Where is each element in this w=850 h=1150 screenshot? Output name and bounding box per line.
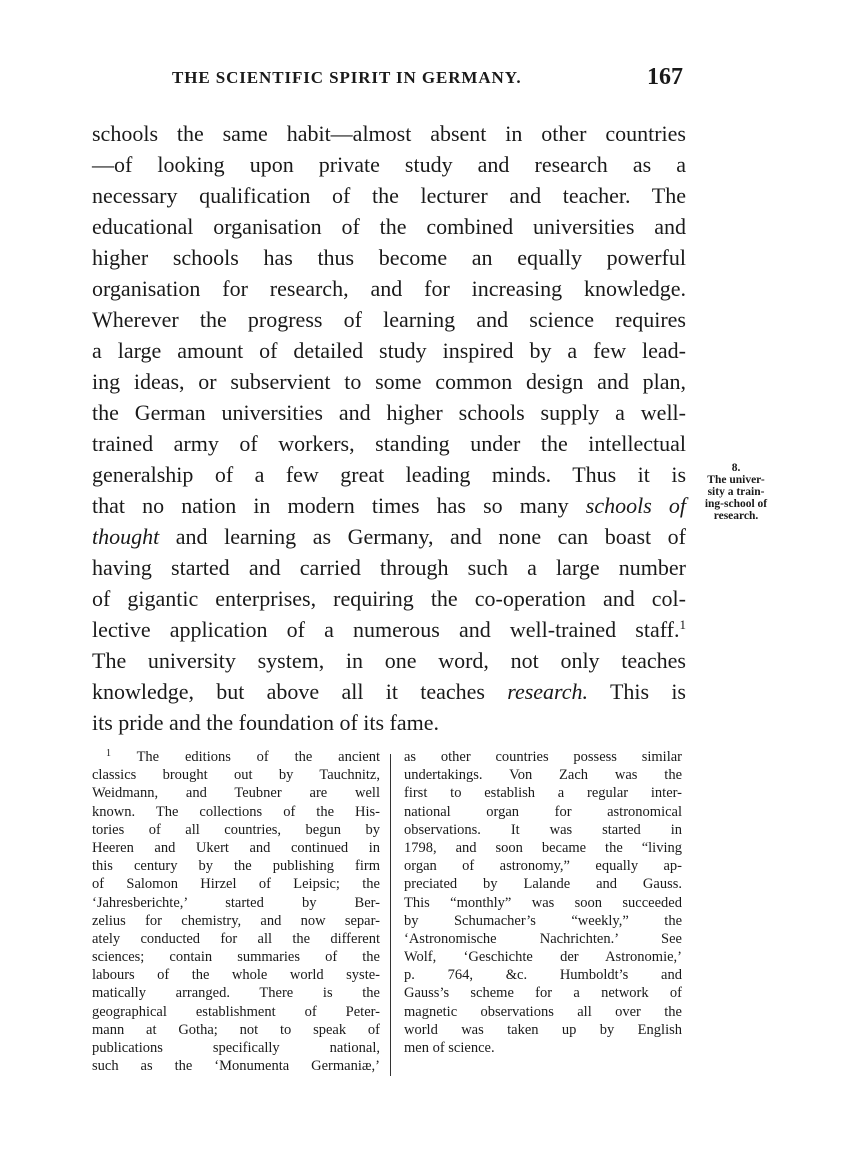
margin-note-line: sity a train- [707, 486, 765, 498]
page-number: 167 [647, 64, 683, 90]
margin-note-line: ing-school of [704, 498, 768, 510]
text-segment: that no nation in modern times has so many [92, 493, 569, 518]
text-line: The university system, in one word, not only teaches [92, 648, 686, 673]
footnote-line: magnetic observations all over the [404, 1003, 682, 1020]
footnote-line: 1798, and soon became the “living [404, 839, 682, 856]
text-line: —of looking upon private study and research as a [92, 152, 686, 177]
footnote-line: Weidmann, and Teubner are well [92, 785, 380, 802]
text-line: Wherever the progress of learning and science requires [92, 307, 686, 332]
footnote-line: mann at Gotha; not to speak of [92, 1021, 380, 1038]
footnote-line: This “monthly” was soon succeeded [404, 894, 682, 911]
footnote-marker: 1 [106, 748, 111, 759]
footnote-line: zelius for chemistry, and now separ- [92, 912, 380, 929]
footnote-line: organ of astronomy,” equally ap- [404, 858, 682, 875]
footnote-line: geographical establishment of Peter- [92, 1003, 380, 1020]
footnote-line: classics brought out by Tauchnitz, [92, 767, 380, 784]
footnote-line: known. The collections of the His- [92, 803, 380, 820]
italic-phrase: research. [507, 679, 589, 704]
text-segment: knowledge, but above all it teaches [92, 679, 485, 704]
text-line: ing ideas, or subservient to some common design and plan, [92, 369, 686, 394]
text-line [92, 521, 686, 552]
footnote-line: of Salomon Hirzel of Leipsic; the [92, 876, 380, 893]
text-line [92, 490, 686, 521]
footnote-line: tories of all countries, begun by [92, 821, 380, 838]
footnote-line: Gauss’s scheme for a network of [404, 985, 682, 1002]
main-text [92, 118, 686, 738]
text-line: a large amount of detailed study inspired by a few lead- [92, 338, 686, 363]
text-line: organisation for research, and for increasing knowledge. [92, 276, 686, 301]
text-line [92, 614, 686, 645]
footnote-left-column [92, 748, 380, 1075]
footnote-line: men of science. [404, 1040, 495, 1056]
footnote-line: publications specifically national, [92, 1040, 380, 1056]
running-title: THE SCIENTIFIC SPIRIT IN GERMANY. [172, 68, 522, 87]
footnote-line: ately conducted for all the different [92, 930, 380, 947]
footnote-line: p. 764, &c. Humboldt’s and [404, 967, 682, 984]
text-line: trained army of workers, standing under the intellectual [92, 431, 686, 456]
footnote-line: world was taken up by English [404, 1021, 682, 1038]
footnote-line: national organ for astronomical [404, 803, 682, 820]
text-segment: The editions of the ancient [136, 749, 380, 765]
footnote-line: preciated by Lalande and Gauss. [404, 876, 682, 893]
footnote-line: labours of the whole world syste- [92, 967, 380, 984]
footnote-line: matically arranged. There is the [92, 985, 380, 1002]
margin-note-line: research. [713, 510, 759, 522]
footnote-line: Wolf, ‘Geschichte der Astronomie,’ [404, 949, 682, 966]
column-divider [390, 754, 391, 1076]
text-line: schools the same habit—almost absent in other countries [92, 121, 686, 146]
footnote-line: ‘Jahresberichte,’ started by Ber- [92, 894, 380, 911]
margin-note-number: 8. [731, 462, 741, 474]
margin-note [690, 462, 782, 522]
text-line: its pride and the foundation of its fame. [92, 710, 440, 735]
text-line: educational organisation of the combined universities and [92, 214, 686, 239]
text-line [92, 676, 686, 707]
footnote-line: observations. It was started in [404, 821, 682, 838]
footnote-line: such as the ‘Monumenta Germaniæ,’ [92, 1058, 380, 1075]
footnote-right-column [404, 748, 682, 1057]
text-segment: and learning as Germany, and none can boast of [175, 524, 687, 549]
text-line: higher schools has thus become an equally powerful [92, 245, 686, 270]
text-line: the German universities and higher schools supply a well- [92, 400, 686, 425]
footnote-line: this century by the publishing firm [92, 858, 380, 875]
text-line: having started and carried through such a large number [92, 555, 686, 580]
footnote-line: Heeren and Ukert and continued in [92, 839, 380, 856]
footnote-line: ‘Astronomische Nachrichten.’ See [404, 930, 682, 947]
footnote-reference: 1 [679, 617, 686, 632]
italic-phrase: schools of [585, 493, 686, 518]
footnote-line: by Schumacher’s “weekly,” the [404, 912, 682, 929]
footnote-block [92, 748, 686, 1078]
footnote-line: first to establish a regular inter- [404, 785, 682, 802]
margin-note-line: The univer- [707, 474, 765, 486]
text-line: necessary qualification of the lecturer and teacher. The [92, 183, 686, 208]
footnote-line: as other countries possess similar [404, 749, 682, 765]
text-line: generalship of a few great leading minds. Thus it is [92, 462, 686, 487]
footnote-line: sciences; contain summaries of the [92, 949, 380, 966]
text-segment: lective application of a numerous and well-trained staff. [92, 617, 680, 642]
running-head [92, 66, 687, 96]
footnote-line: undertakings. Von Zach was the [404, 767, 682, 784]
footnote-line [92, 748, 380, 766]
text-line: of gigantic enterprises, requiring the co-operation and col- [92, 586, 686, 611]
italic-phrase: thought [92, 524, 160, 549]
text-segment: This is [609, 679, 686, 704]
